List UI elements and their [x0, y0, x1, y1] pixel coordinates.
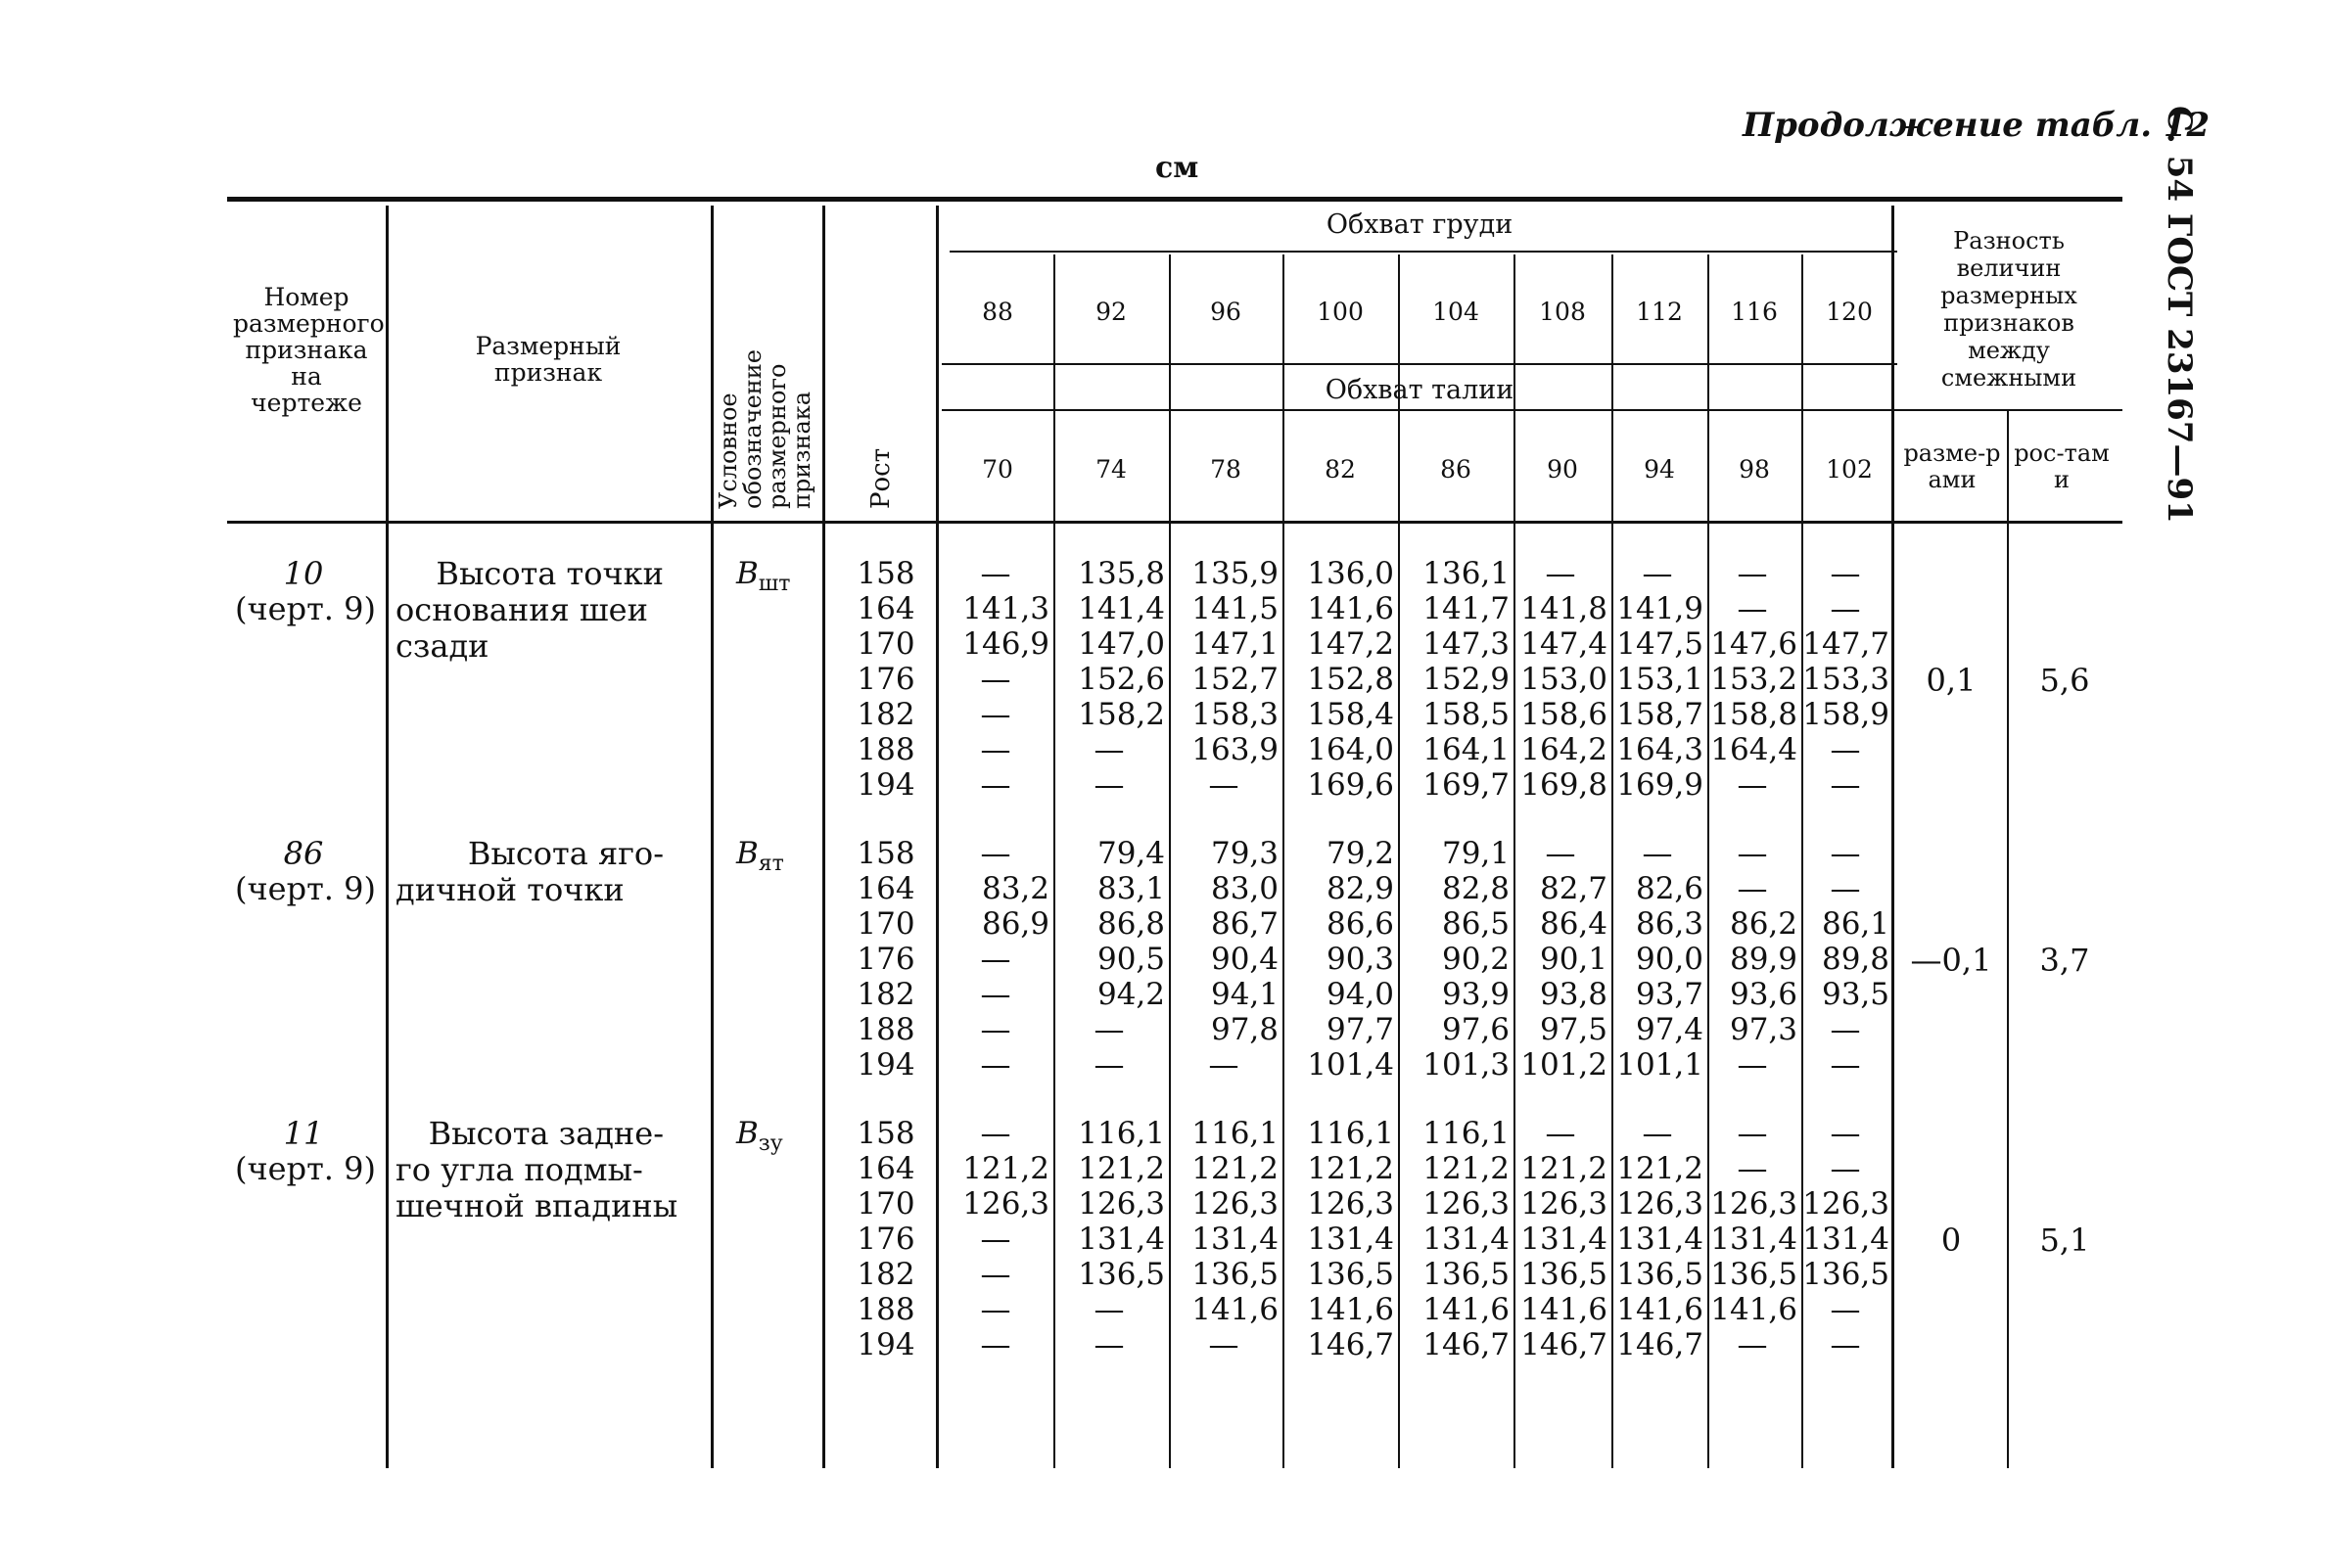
table-cell: 116,1 — [1307, 1116, 1394, 1151]
table-cell: 126,3 — [1802, 1186, 1889, 1222]
table-cell: 126,3 — [1191, 1186, 1279, 1222]
table-cell: 126,3 — [962, 1186, 1049, 1222]
table-cell: 136,5 — [1307, 1257, 1394, 1292]
feature-label-line: сзади — [396, 627, 489, 665]
table-cell: 82,6 — [1635, 871, 1703, 906]
table-cell: 147,2 — [1307, 626, 1394, 662]
table-cell: 158,8 — [1710, 697, 1797, 732]
table-cell: 164,0 — [1307, 732, 1394, 767]
table-cell: 86,3 — [1635, 906, 1703, 942]
table-cell: 90,4 — [1210, 942, 1279, 977]
table-cell: 169,6 — [1307, 767, 1394, 803]
waist-value: 78 — [1210, 455, 1241, 484]
waist-value: 70 — [982, 455, 1013, 484]
table-cell: 141,7 — [1422, 591, 1510, 626]
height-value: 194 — [857, 767, 915, 803]
table-cell: 136,5 — [1616, 1257, 1703, 1292]
table-cell: — — [980, 767, 1011, 803]
table-cell: 153,1 — [1616, 662, 1703, 697]
table-cell: 94,2 — [1096, 977, 1165, 1012]
table-cell: — — [980, 662, 1011, 697]
waist-value: 94 — [1644, 455, 1675, 484]
table-cell: — — [1830, 1047, 1861, 1083]
waist-value: 102 — [1826, 455, 1873, 484]
waist-value: 90 — [1547, 455, 1578, 484]
table-cell: 141,9 — [1616, 591, 1703, 626]
table-cell: 152,6 — [1078, 662, 1165, 697]
table-cell: 82,8 — [1441, 871, 1510, 906]
feature-label-line: Высота яго- — [467, 835, 664, 872]
table-cell: 97,8 — [1210, 1012, 1279, 1047]
table-cell: — — [1208, 767, 1239, 803]
feature-label-line: Высота задне- — [428, 1115, 664, 1152]
table-cell: 164,2 — [1520, 732, 1607, 767]
table-cell: — — [1545, 1116, 1576, 1151]
table-cell: — — [980, 1327, 1011, 1362]
col-divider-diff — [1891, 206, 1894, 1468]
chest-value: 112 — [1636, 298, 1683, 326]
table-cell: 152,7 — [1191, 662, 1279, 697]
table-cell: 136,5 — [1191, 1257, 1279, 1292]
feature-number: 10 — [283, 555, 324, 592]
table-cell: — — [1545, 556, 1576, 591]
chest-value: 100 — [1317, 298, 1364, 326]
table-cell: 153,2 — [1710, 662, 1797, 697]
chest-value: 96 — [1210, 298, 1241, 326]
table-cell: 79,2 — [1326, 836, 1394, 871]
table-cell: 126,3 — [1710, 1186, 1797, 1222]
table-cell: 86,7 — [1210, 906, 1279, 942]
table-cell: 93,5 — [1821, 977, 1889, 1012]
chest-value: 88 — [982, 298, 1013, 326]
diff-heights-value: 3,7 — [2039, 942, 2090, 979]
table-cell: — — [1830, 836, 1861, 871]
table-cell: — — [1737, 1047, 1768, 1083]
table-cell: 136,5 — [1710, 1257, 1797, 1292]
table-cell: 158,7 — [1616, 697, 1703, 732]
chest-value: 116 — [1731, 298, 1778, 326]
table-cell: — — [1830, 1327, 1861, 1362]
header-number: Номер размерного признака на чертеже — [233, 283, 385, 417]
feature-label-line: дичной точки — [396, 871, 625, 908]
table-cell: 90,0 — [1635, 942, 1703, 977]
table-cell: — — [980, 1257, 1011, 1292]
table-cell: 146,7 — [1307, 1327, 1394, 1362]
table-cell: 94,0 — [1326, 977, 1394, 1012]
height-value: 188 — [857, 732, 915, 767]
table-cell: 141,6 — [1422, 1292, 1510, 1327]
table-cell: 163,9 — [1191, 732, 1279, 767]
height-value: 194 — [857, 1327, 915, 1362]
table-cell: 147,1 — [1191, 626, 1279, 662]
height-value: 158 — [857, 836, 915, 871]
header-feature: Размерный признак — [475, 332, 622, 387]
height-value: 182 — [857, 1257, 915, 1292]
chest-value: 108 — [1539, 298, 1586, 326]
table-cell: — — [1830, 1292, 1861, 1327]
header-waist-group: Обхват талии — [1325, 375, 1514, 405]
table-cell: 89,9 — [1729, 942, 1797, 977]
table-cell: 126,3 — [1616, 1186, 1703, 1222]
table-cell: 82,7 — [1539, 871, 1607, 906]
height-value: 170 — [857, 1186, 915, 1222]
table-cell: 116,1 — [1191, 1116, 1279, 1151]
height-value: 164 — [857, 1151, 915, 1186]
table-cell: 158,3 — [1191, 697, 1279, 732]
waist-value: 86 — [1440, 455, 1471, 484]
table-cell: 147,4 — [1520, 626, 1607, 662]
table-cell: — — [980, 942, 1011, 977]
feature-label-line: шечной впадины — [396, 1187, 678, 1224]
col-divider-3 — [822, 206, 825, 1468]
table-cell: 141,8 — [1520, 591, 1607, 626]
table-cell: — — [1737, 556, 1768, 591]
table-cell: 93,9 — [1441, 977, 1510, 1012]
table-cell: 90,2 — [1441, 942, 1510, 977]
table-cell: 164,3 — [1616, 732, 1703, 767]
table-cell: 126,3 — [1078, 1186, 1165, 1222]
table-cell: — — [1737, 1151, 1768, 1186]
height-value: 164 — [857, 591, 915, 626]
table-cell: — — [1830, 767, 1861, 803]
table-cell: 146,7 — [1520, 1327, 1607, 1362]
table-cell: 131,4 — [1078, 1222, 1165, 1257]
table-cell: — — [1642, 1116, 1673, 1151]
table-cell: 147,5 — [1616, 626, 1703, 662]
chest-value: 104 — [1432, 298, 1479, 326]
table-cell: 131,4 — [1802, 1222, 1889, 1257]
table-cell: 121,2 — [1422, 1151, 1510, 1186]
feature-label-line: Высота точки — [436, 555, 664, 592]
table-cell: 147,7 — [1802, 626, 1889, 662]
table-cell: — — [1830, 1116, 1861, 1151]
height-value: 176 — [857, 662, 915, 697]
height-value: 164 — [857, 871, 915, 906]
table-cell: 153,0 — [1520, 662, 1607, 697]
table-cell: 164,4 — [1710, 732, 1797, 767]
table-cell: — — [980, 1116, 1011, 1151]
table-cell: 153,3 — [1802, 662, 1889, 697]
chest-value: 92 — [1095, 298, 1127, 326]
table-cell: 131,4 — [1422, 1222, 1510, 1257]
table-cell: 97,4 — [1635, 1012, 1703, 1047]
table-cell: 135,8 — [1078, 556, 1165, 591]
drawing-reference: (черт. 9) — [235, 1150, 376, 1187]
header-symbol-text: Условное обозначение размерного признака — [715, 348, 815, 509]
table-cell: 97,5 — [1539, 1012, 1607, 1047]
table-cell: 90,3 — [1326, 942, 1394, 977]
table-cell: 93,8 — [1539, 977, 1607, 1012]
table-cell: 152,8 — [1307, 662, 1394, 697]
table-cell: 90,1 — [1539, 942, 1607, 977]
table-cell: 82,9 — [1326, 871, 1394, 906]
table-cell: — — [980, 697, 1011, 732]
feature-label-line: го угла подмы- — [396, 1151, 643, 1188]
table-cell: 83,2 — [981, 871, 1049, 906]
table-cell: 131,4 — [1191, 1222, 1279, 1257]
table-cell: — — [1545, 836, 1576, 871]
table-cell: 136,5 — [1802, 1257, 1889, 1292]
table-cell: — — [1642, 836, 1673, 871]
table-cell: 121,2 — [1616, 1151, 1703, 1186]
table-cell: — — [1737, 836, 1768, 871]
table-cell: 147,0 — [1078, 626, 1165, 662]
height-value: 182 — [857, 697, 915, 732]
table-cell: 141,3 — [962, 591, 1049, 626]
table-cell: 135,9 — [1191, 556, 1279, 591]
table-cell: — — [1830, 871, 1861, 906]
height-value: 182 — [857, 977, 915, 1012]
drawing-reference: (черт. 9) — [235, 590, 376, 627]
table-cell: 101,4 — [1307, 1047, 1394, 1083]
table-cell: — — [1094, 1012, 1125, 1047]
table-cell: 169,9 — [1616, 767, 1703, 803]
height-value: 188 — [857, 1012, 915, 1047]
table-cell: 158,9 — [1802, 697, 1889, 732]
table-cell: 141,6 — [1307, 591, 1394, 626]
table-cell: 141,5 — [1191, 591, 1279, 626]
table-cell: 116,1 — [1078, 1116, 1165, 1151]
height-value: 170 — [857, 626, 915, 662]
height-value: 158 — [857, 556, 915, 591]
table-cell: — — [1094, 1327, 1125, 1362]
table-cell: 86,8 — [1096, 906, 1165, 942]
table-cell: — — [980, 1222, 1011, 1257]
table-cell: 126,3 — [1307, 1186, 1394, 1222]
height-value: 170 — [857, 906, 915, 942]
col-divider-diff-inner — [2007, 411, 2009, 1468]
table-cell: 131,4 — [1307, 1222, 1394, 1257]
table-cell: — — [1094, 767, 1125, 803]
table-cell: 89,8 — [1821, 942, 1889, 977]
table-cell: 97,3 — [1729, 1012, 1797, 1047]
table-cell: 126,3 — [1520, 1186, 1607, 1222]
height-value: 194 — [857, 1047, 915, 1083]
height-value: 188 — [857, 1292, 915, 1327]
header-height: Рост — [866, 447, 896, 509]
chest-values-rule — [942, 363, 1897, 365]
symbol-subscript: ят — [758, 852, 784, 877]
table-cell: — — [1737, 1116, 1768, 1151]
header-bottom-rule — [227, 521, 2122, 524]
table-cell: 136,5 — [1078, 1257, 1165, 1292]
table-cell: 97,7 — [1326, 1012, 1394, 1047]
table-cell: 101,1 — [1616, 1047, 1703, 1083]
table-cell: — — [1208, 1327, 1239, 1362]
diff-heights-value: 5,6 — [2039, 662, 2090, 699]
table-cell: — — [1737, 1327, 1768, 1362]
table-cell: 141,6 — [1710, 1292, 1797, 1327]
feature-label-line: основания шеи — [396, 591, 648, 628]
table-cell: 146,7 — [1422, 1327, 1510, 1362]
table-cell: — — [1094, 1047, 1125, 1083]
col-divider-1 — [386, 206, 389, 1468]
table-cell: 136,0 — [1307, 556, 1394, 591]
table-cell: 121,2 — [1520, 1151, 1607, 1186]
table-cell: 158,6 — [1520, 697, 1607, 732]
table-cell: — — [1830, 591, 1861, 626]
table-cell: 83,1 — [1096, 871, 1165, 906]
diff-group-rule — [1897, 409, 2122, 411]
table-cell: 147,3 — [1422, 626, 1510, 662]
table-cell: 86,1 — [1821, 906, 1889, 942]
diff-heights-value: 5,1 — [2039, 1222, 2090, 1259]
table-cell: 152,9 — [1422, 662, 1510, 697]
symbol-letter: В — [736, 556, 759, 591]
table-cell: 146,9 — [962, 626, 1049, 662]
table-cell: 141,6 — [1307, 1292, 1394, 1327]
table-cell: 141,6 — [1616, 1292, 1703, 1327]
table-cell: 79,4 — [1096, 836, 1165, 871]
height-value: 176 — [857, 1222, 915, 1257]
table-cell: — — [980, 977, 1011, 1012]
table-cell: 136,1 — [1422, 556, 1510, 591]
table-cell: 164,1 — [1422, 732, 1510, 767]
drawing-reference: (черт. 9) — [235, 870, 376, 907]
table-cell: 121,2 — [962, 1151, 1049, 1186]
table-cell: 136,5 — [1422, 1257, 1510, 1292]
table-cell: 94,1 — [1210, 977, 1279, 1012]
table-cell: 116,1 — [1422, 1116, 1510, 1151]
table-cell: 90,5 — [1096, 942, 1165, 977]
table-cell: — — [1208, 1047, 1239, 1083]
table-cell: 131,4 — [1520, 1222, 1607, 1257]
table-cell: 158,4 — [1307, 697, 1394, 732]
table-cell: — — [1737, 767, 1768, 803]
table-cell: 86,5 — [1441, 906, 1510, 942]
feature-number: 11 — [283, 1115, 324, 1152]
symbol-subscript: шт — [758, 572, 791, 597]
side-title — [2152, 106, 2211, 524]
feature-symbol — [736, 556, 790, 596]
table-cell: 158,5 — [1422, 697, 1510, 732]
waist-value: 98 — [1739, 455, 1770, 484]
height-value: 158 — [857, 1116, 915, 1151]
table-cell: 86,4 — [1539, 906, 1607, 942]
diff-sizes-value: 0 — [1940, 1222, 1962, 1259]
table-cell: 169,8 — [1520, 767, 1607, 803]
table-cell: 126,3 — [1422, 1186, 1510, 1222]
table-cell: 146,7 — [1616, 1327, 1703, 1362]
diff-sizes-value: 0,1 — [1926, 662, 1977, 699]
table-cell: 169,7 — [1422, 767, 1510, 803]
table-cell: 101,2 — [1520, 1047, 1607, 1083]
table-cell: 131,4 — [1616, 1222, 1703, 1257]
feature-symbol — [736, 1116, 783, 1156]
header-diff-heights: рос-тами — [2014, 439, 2110, 493]
waist-value: 82 — [1325, 455, 1356, 484]
table-cell: — — [1830, 1012, 1861, 1047]
table-cell: 121,2 — [1191, 1151, 1279, 1186]
table-cell: — — [1830, 556, 1861, 591]
table-cell: — — [1830, 1151, 1861, 1186]
symbol-letter: В — [736, 836, 759, 871]
table-cell: 141,6 — [1520, 1292, 1607, 1327]
table-cell: — — [1830, 732, 1861, 767]
table-cell: 79,1 — [1441, 836, 1510, 871]
chest-group-rule — [950, 251, 1897, 253]
table-cell: 97,6 — [1441, 1012, 1510, 1047]
feature-symbol — [736, 836, 784, 876]
height-value: 176 — [857, 942, 915, 977]
table-cell: 121,2 — [1078, 1151, 1165, 1186]
table-cell: — — [980, 556, 1011, 591]
header-diff-group: Разность величин размерных признаков между смежными — [1940, 227, 2077, 392]
table-cell: — — [980, 1292, 1011, 1327]
table-cell: — — [1737, 871, 1768, 906]
table-cell: 141,6 — [1191, 1292, 1279, 1327]
table-cell: 131,4 — [1710, 1222, 1797, 1257]
table-cell: 83,0 — [1210, 871, 1279, 906]
table-cell: 147,6 — [1710, 626, 1797, 662]
table-cell: 136,5 — [1520, 1257, 1607, 1292]
feature-number: 86 — [283, 835, 324, 872]
table-cell: — — [980, 1047, 1011, 1083]
col-divider-2 — [711, 206, 714, 1468]
waist-value: 74 — [1095, 455, 1127, 484]
diff-sizes-value: —0,1 — [1910, 942, 1992, 979]
table-cell: — — [1642, 556, 1673, 591]
table-cell: — — [980, 836, 1011, 871]
continuation-title: Продолжение табл. 12 — [1743, 106, 2211, 145]
table-cell: — — [1094, 1292, 1125, 1327]
side-title-text: С. 54 ГОСТ 23167—91 — [2160, 106, 2199, 524]
table-cell: 79,3 — [1210, 836, 1279, 871]
table-cell: 86,9 — [981, 906, 1049, 942]
table-top-rule — [227, 197, 2122, 202]
table-cell: 86,6 — [1326, 906, 1394, 942]
header-symbol — [717, 333, 815, 509]
table-cell: — — [1737, 591, 1768, 626]
unit-label: см — [1155, 151, 1199, 185]
table-cell: 93,7 — [1635, 977, 1703, 1012]
table-cell: 121,2 — [1307, 1151, 1394, 1186]
chest-value: 120 — [1826, 298, 1873, 326]
header-chest-group: Обхват груди — [1326, 209, 1513, 240]
symbol-letter: В — [736, 1116, 759, 1151]
table-cell: 141,4 — [1078, 591, 1165, 626]
table-cell: — — [980, 1012, 1011, 1047]
table-cell: 86,2 — [1729, 906, 1797, 942]
header-diff-sizes: разме-рами — [1903, 439, 2001, 493]
table-cell: — — [980, 732, 1011, 767]
col-divider-4 — [936, 206, 939, 1468]
table-cell: 158,2 — [1078, 697, 1165, 732]
symbol-subscript: зу — [758, 1131, 783, 1157]
table-cell: 93,6 — [1729, 977, 1797, 1012]
table-cell: — — [1094, 732, 1125, 767]
table-cell: 101,3 — [1422, 1047, 1510, 1083]
waist-group-rule — [942, 409, 1897, 411]
